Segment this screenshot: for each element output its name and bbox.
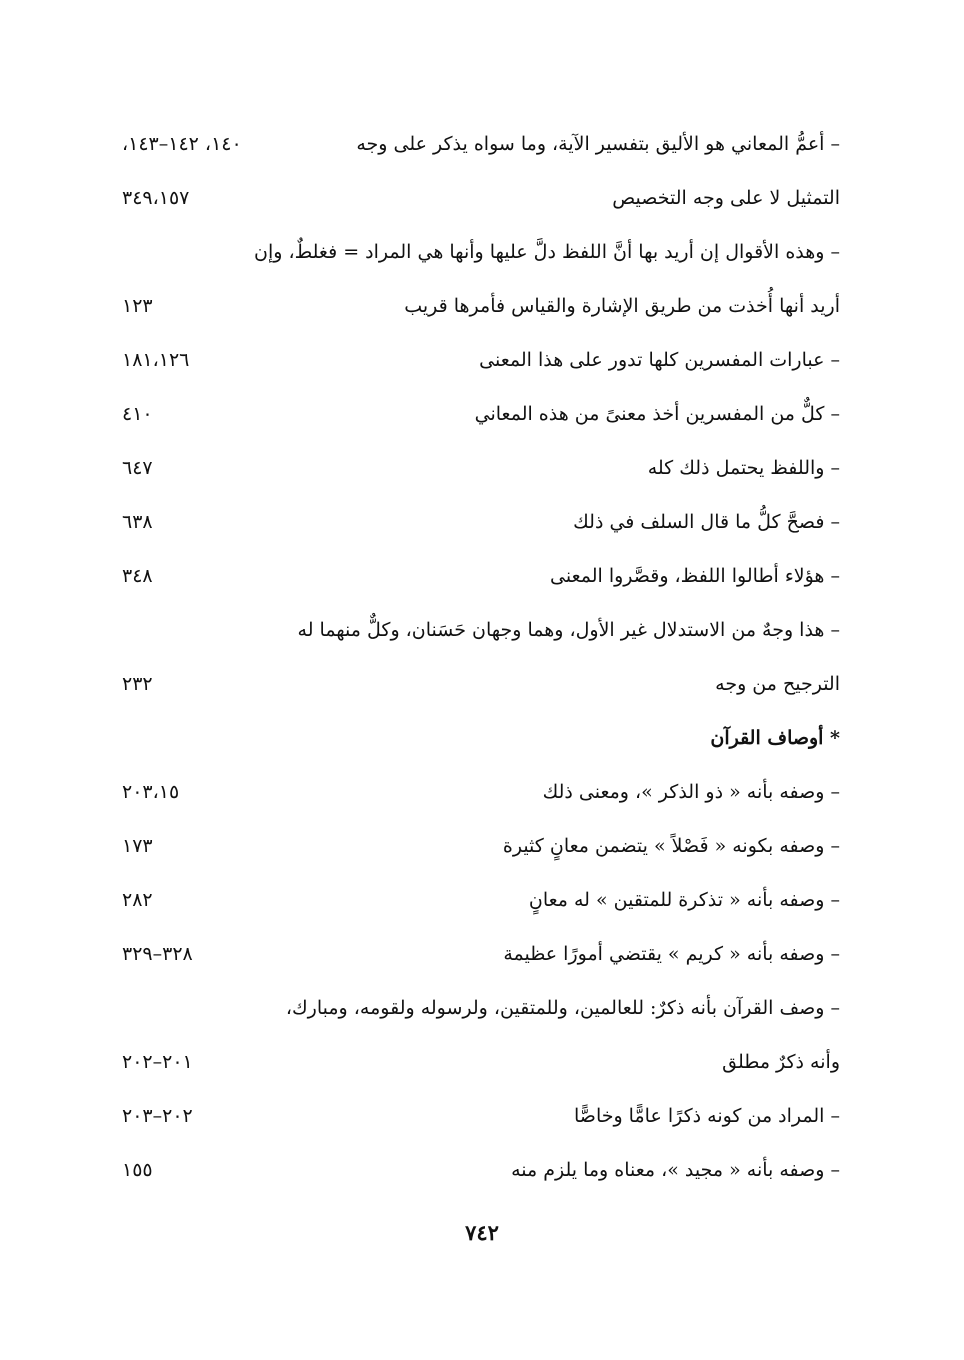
entry-page-refs: ١٢٣ — [122, 295, 153, 317]
index-entry — [100, 1096, 840, 1136]
entry-page-refs: ٣٢٨–٣٢٩ — [122, 943, 193, 965]
entry-text: أريد أنها أُخذت من طريق الإشارة والقياس فأمرها قريب — [404, 295, 840, 317]
index-entry — [100, 664, 840, 704]
index-entry — [100, 124, 840, 164]
entry-text: – وصفه بأنه « مجيد »، معناه وما يلزم منه — [511, 1159, 840, 1181]
entry-text: – وصفه بأنه « ذو الذكر »، ومعنى ذلك — [542, 781, 840, 803]
entry-page-refs: ٦٤٧ — [122, 457, 153, 479]
index-entry — [100, 448, 840, 488]
index-entry — [100, 880, 840, 920]
entry-text: – كلٌّ من المفسرين أخذ معنىً من هذه المعاني — [474, 403, 840, 425]
entry-text: – واللفظ يحتمل ذلك كله — [647, 457, 840, 479]
entry-text: التمثيل لا على وجه التخصيص — [612, 187, 840, 209]
entry-page-refs: ٢٣٢ — [122, 673, 153, 695]
entry-text: – وصفه بأنه « تذكرة للمتقين » له معانٍ — [528, 889, 840, 911]
index-entry — [100, 178, 840, 218]
index-entry — [100, 826, 840, 866]
index-entry — [100, 1042, 840, 1082]
entry-page-refs: ١٤٠، ١٤٢–١٤٣، — [122, 133, 242, 155]
entry-page-refs: ١٥٥ — [122, 1159, 153, 1181]
section-heading-row — [100, 718, 840, 758]
index-entry — [100, 772, 840, 812]
entry-text: – وصفه بكونه « فَصْلاً » يتضمن معانٍ كثيرة — [502, 835, 840, 857]
entry-page-refs: ٢٠١–٢٠٢ — [122, 1051, 193, 1073]
entry-text: – عبارات المفسرين كلها تدور على هذا المعنى — [479, 349, 840, 371]
entry-text: – وهذه الأقوال إن أريد بها أنَّ اللفظ دلَّ عليها وأنها هي المراد = فغلطٌ، وإن — [254, 241, 840, 263]
index-entry — [100, 232, 840, 272]
entry-text: – فصحَّ كلُّ ما قال السلف في ذلك — [573, 511, 840, 533]
entry-text: – أعمُّ المعاني هو الأليق بتفسير الآية، وما سواه يذكر على وجه — [356, 133, 840, 155]
entry-page-refs: ٢٨٢ — [122, 889, 153, 911]
index-entry — [100, 1150, 840, 1190]
section-heading: * أوصاف القرآن — [710, 727, 840, 749]
entry-text: – وصف القرآن بأنه ذكرٌ: للعالمين، وللمتقين، ولرسوله ولقومه، ومبارك، — [285, 997, 840, 1019]
entry-page-refs: ٣٤٩،١٥٧ — [122, 187, 190, 209]
entry-page-refs: ١٧٣ — [122, 835, 153, 857]
entry-page-refs: ٤١٠ — [122, 403, 153, 425]
index-entry — [100, 934, 840, 974]
index-entry — [100, 610, 840, 650]
index-entry — [100, 988, 840, 1028]
entry-text: وأنه ذكرٌ مطلق — [722, 1051, 840, 1073]
index-entry — [100, 502, 840, 542]
entry-page-refs: ٢٠٣،١٥ — [122, 781, 180, 803]
entry-text: – المراد من كونه ذكرًا عامًّا وخاصًّا — [574, 1105, 840, 1127]
index-entry — [100, 286, 840, 326]
entry-page-refs: ٣٤٨ — [122, 565, 153, 587]
entry-text: – وصفه بأنه « كريم » يقتضي أمورًا عظيمة — [503, 943, 840, 965]
index-entry — [100, 556, 840, 596]
entry-text: – هذا وجهٌ من الاستدلال غير الأول، وهما وجهان حَسَنان، وكلٌّ منهما له — [297, 619, 840, 641]
page-number: ٧٤٢ — [465, 1220, 499, 1245]
entry-text: الترجيح من وجه — [715, 673, 840, 695]
entry-page-refs: ٢٠٢–٢٠٣ — [122, 1105, 193, 1127]
entry-page-refs: ١٨١،١٢٦ — [122, 349, 190, 371]
entry-text: – هؤلاء أطالوا اللفظ، وقصَّروا المعنى — [550, 565, 840, 587]
entry-page-refs: ٦٣٨ — [122, 511, 153, 533]
index-entry — [100, 340, 840, 380]
index-entry — [100, 394, 840, 434]
